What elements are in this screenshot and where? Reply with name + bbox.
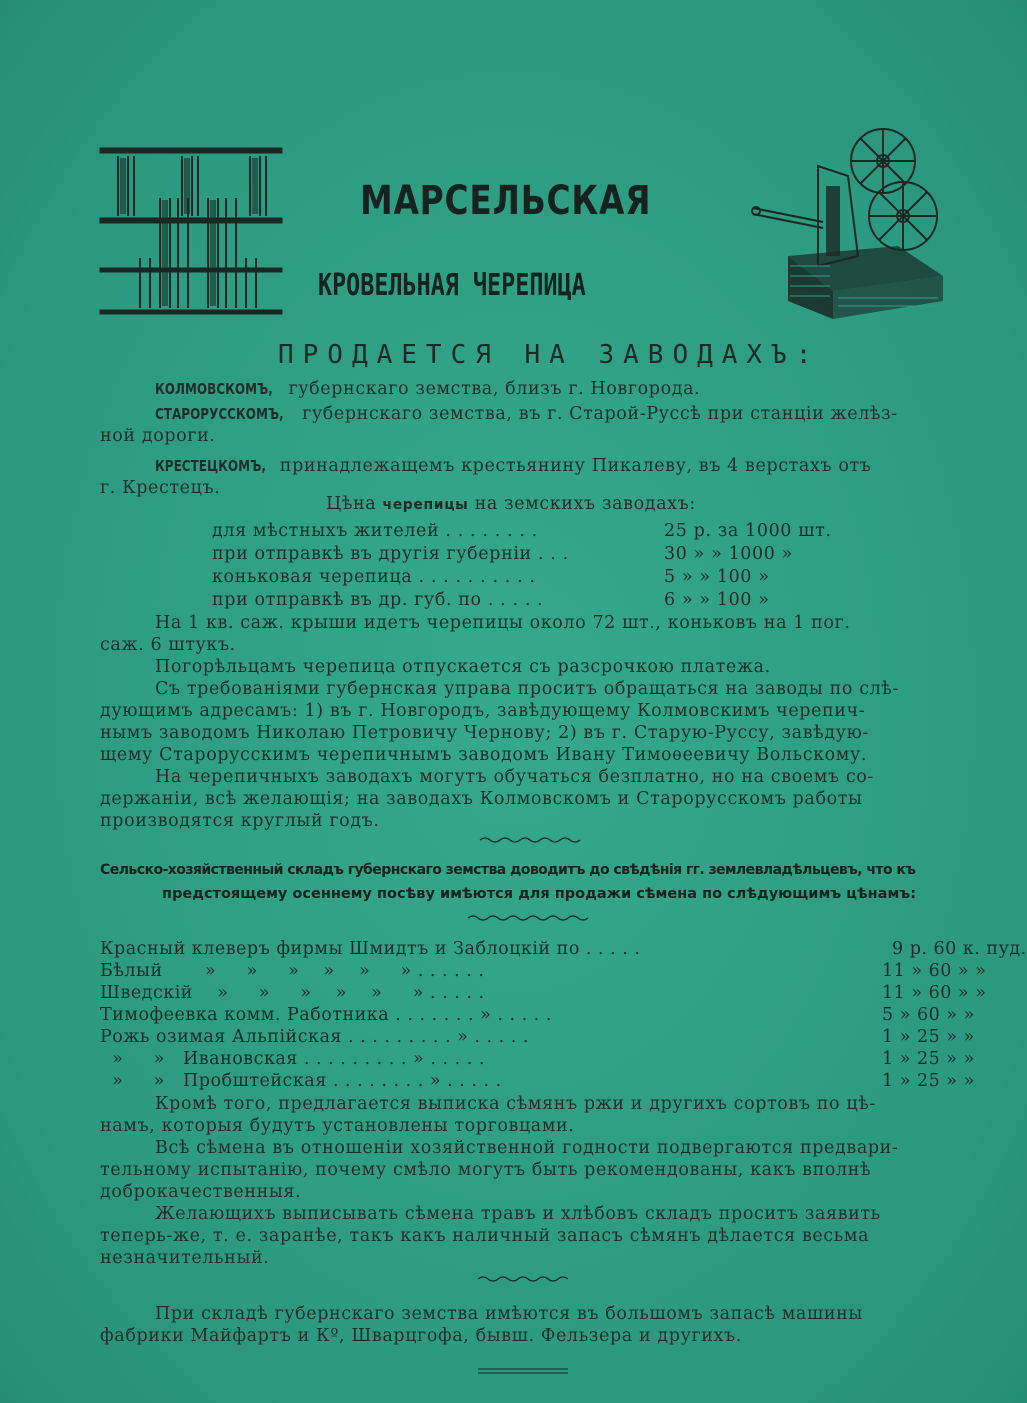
roof-tiles-illustration xyxy=(100,148,282,316)
paragraph: Погорѣльцамъ черепица отпускается съ разсрочкою платежа. xyxy=(155,657,771,677)
factory-item: КОЛМОВСКОМЪ, губернскаго земства, близъ г. Новгорода. xyxy=(155,379,701,399)
store-notice: Сельско-хозяйственный складъ губернскаго земства доводитъ до свѣдѣнія гг. землевладѣльцевъ, что къ предстоящему осеннему посѣву имѣются для продажи сѣмена по слѣдующимъ цѣнамъ: xyxy=(100,862,917,902)
price-heading: Цѣна черепицы на земскихъ заводахъ: xyxy=(326,494,696,514)
section-divider xyxy=(468,914,588,922)
paragraph: На черепичныхъ заводахъ могутъ обучаться безплатно, но на своемъ со- держаніи, всѣ желающія; на заводахъ Колмовскомъ и Старорусскомъ работы производятся круглый годъ. xyxy=(100,767,874,831)
subtitle: КРОВЕЛЬНАЯ ЧЕРЕПИЦА xyxy=(318,268,586,303)
factory-item: КРЕСТЕЦКОМЪ, принадлежащемъ крестьянину Пикалеву, въ 4 верстахъ отъ xyxy=(155,456,872,476)
tile-paragraphs xyxy=(100,612,960,832)
title: МАРСЕЛЬСКАЯ xyxy=(360,178,652,224)
factory-name: КРЕСТЕЦКОМЪ, xyxy=(155,457,266,475)
paragraph: Кромѣ того, предлагается выписка сѣмянъ ржи и другихъ сортовъ по цѣ- намъ, которыя будутъ установлены торговцами. xyxy=(100,1094,876,1136)
page: МАРСЕЛЬСКАЯ КРОВЕЛЬНАЯ ЧЕРЕПИЦА ПРОДАЕТСЯ НА ЗАВОДАХЪ: КОЛМОВСКОМЪ, губернскаго земства, близъ г. Новгорода. СТАРОРУССКОМЪ, губернскаго земства, въ г. Старой-Руссѣ при станціи желѣз- ной дороги. КРЕСТЕЦКОМЪ, принадлежащемъ крестьянину Пикалеву, въ 4 верстахъ отъ г. Крестецъ. Цѣна черепицы на земскихъ заводахъ: для мѣстныхъ жителей . . . . . . . . 25 р. за 1000 шт. при отправкѣ въ другія губерніи . . . 30 » » 1000 » коньковая черепица . . . . . . . . . . 5 » » 100 » при отправкѣ въ др. губ. по . . . . . 6 » » 100 » На 1 кв. саж. крыши идетъ черепицы около 72 шт., коньковъ на 1 пог. саж. 6 штукъ. Погорѣльцамъ черепица отпускается съ разсрочкою платежа. Съ требованіями губернская управа проситъ обращаться на заводы по слѣ- дующимъ адресамъ: 1) въ г. Новгородъ, завѣдующему Колмовскимъ черепич- нымъ заводомъ Николаю Петровичу Чернову; 2) въ г. Старую-Руссу, завѣдую- щему Старорусскимъ черепичнымъ заводомъ Ивану Тимоѳеевичу Вольскому. На черепичныхъ заводахъ могутъ обучаться безплатно, но на своемъ со- держаніи, всѣ желающія; на заводахъ Колмовскомъ и Старорусскомъ работы производятся круглый годъ. Сельско-хозяйственный складъ губернскаго земства доводитъ до свѣдѣнія гг. землевладѣльцевъ, что къ предстоящему осеннему посѣву имѣются для продажи сѣмена по слѣдующимъ цѣнамъ: Красный клеверъ фирмы Шмидтъ и Заблоцкій по . . . . . 9 р. 60 к. пуд. Бѣлый » » » » » » . . . . . . 11 » 60 » » Шведскій » » » » » » . . . . . 11 » 60 » » Тимофеевка комм. Работника . . . . . . . » . . . . . 5 » 60 » » Рожь озимая Альпійская . . . . . . . . . » . . . . . 1 » 25 » » » » Ивановская . . . . . . . . . » . . . . . 1 » 25 » » » » Пробштейская . . . . . . . . » . . . . . 1 » 25 » » Кромѣ того, предлагается выписка сѣмянъ ржи и другихъ сортовъ по цѣ- намъ, которыя будутъ установлены торговцами. Всѣ сѣмена въ отношеніи хозяйственной годности подвергаются предвари- тельному испытанію, почему смѣло могутъ быть рекомендованы, какъ вполнѣ доброкачественныя. Желающихъ выписывать сѣмена травъ и хлѣбовъ складъ проситъ заявить теперь-же, т. е. заранѣе, такъ какъ наличный запасъ сѣмянъ дѣлается весьма незначительный. При складѣ губернскаго земства имѣются въ большомъ запасѣ машины фабрики Майфартъ и Кº, Шварцгофа, бывш. Фельзера и другихъ. xyxy=(0,0,972,1403)
paragraph: На 1 кв. саж. крыши идетъ черепицы около 72 шт., коньковъ на 1 пог. саж. 6 штукъ. xyxy=(100,613,851,655)
machines-notice: При складѣ губернскаго земства имѣются въ большомъ запасѣ машины фабрики Майфартъ и Кº, Шварцгофа, бывш. Фельзера и другихъ. xyxy=(100,1304,863,1346)
factory-list: КОЛМОВСКОМЪ, губернскаго земства, близъ г. Новгорода. СТАРОРУССКОМЪ, губернскаго земства, въ г. Старой-Руссѣ при станціи желѣз- ной дороги. КРЕСТЕЦКОМЪ, принадлежащемъ крестьянину Пикалеву, въ 4 верстахъ отъ г. Крестецъ. xyxy=(100,378,960,499)
factory-item: СТАРОРУССКОМЪ, губернскаго земства, въ г. Старой-Руссѣ при станціи желѣз- xyxy=(155,404,898,424)
seed-paragraphs xyxy=(100,1093,960,1269)
paragraph: Желающихъ выписывать сѣмена травъ и хлѣбовъ складъ проситъ заявить теперь-же, т. е. заранѣе, такъ какъ наличный запасъ сѣмянъ дѣлается весьма незначительный. xyxy=(100,1204,881,1268)
sold-at-heading: ПРОДАЕТСЯ НА ЗАВОДАХЪ: xyxy=(278,340,821,370)
paragraph: Всѣ сѣмена въ отношеніи хозяйственной годности подвергаются предвари- тельному испытанію, почему смѣло могутъ быть рекомендованы, какъ вполнѣ доброкачественныя. xyxy=(100,1138,899,1202)
section-divider xyxy=(478,1275,568,1283)
factory-name: КОЛМОВСКОМЪ, xyxy=(155,380,273,398)
bottom-rule xyxy=(478,1368,568,1374)
section-divider xyxy=(480,836,580,844)
tile-press-illustration xyxy=(748,126,950,322)
paragraph: Съ требованіями губернская управа проситъ обращаться на заводы по слѣ- дующимъ адресамъ: 1) въ г. Новгородъ, завѣдующему Колмовскимъ черепич- нымъ заводомъ Николаю Петровичу Чернову; 2) въ г. Старую-Руссу, завѣдую- щему Старорусскимъ черепичнымъ заводомъ Ивану Тимоѳеевичу Вольскому. xyxy=(100,679,899,765)
factory-name: СТАРОРУССКОМЪ, xyxy=(155,405,284,423)
